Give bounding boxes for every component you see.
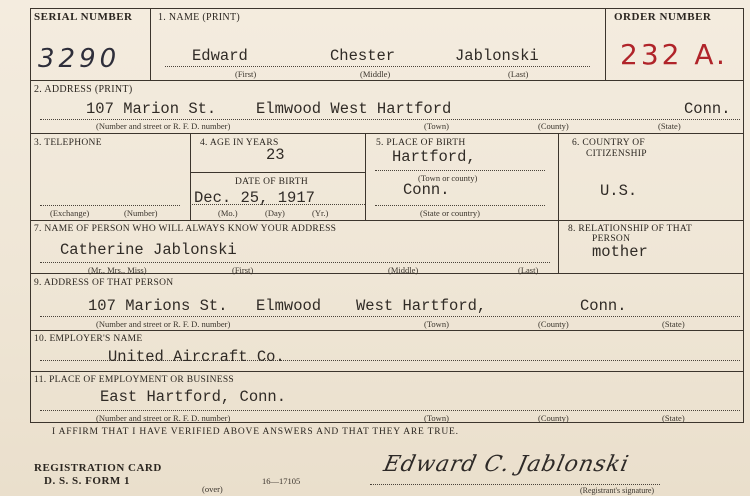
contact-address-street-caption: (Number and street or R. F. D. number): [96, 319, 231, 329]
contact-address-town-caption: (Town): [424, 319, 449, 329]
employment-county-caption: (County): [538, 413, 569, 423]
dots-telephone: [40, 205, 180, 206]
address-street: 107 Marion St.: [86, 100, 217, 118]
birthplace-label: 5. PLACE OF BIRTH: [376, 138, 466, 148]
rule-left: [30, 8, 31, 422]
order-number-value: 232 A.: [620, 38, 728, 71]
telephone-label: 3. TELEPHONE: [34, 138, 102, 148]
over-note: (over): [202, 484, 223, 494]
contact-name: Catherine Jablonski: [60, 241, 237, 259]
serial-number-value: 3290: [38, 44, 121, 74]
birthplace-town: Hartford,: [392, 148, 476, 166]
employer-label: 10. EMPLOYER'S NAME: [34, 334, 143, 344]
rule-row5: [30, 330, 744, 331]
contact-address-state: Conn.: [580, 297, 627, 315]
rule-row6: [30, 371, 744, 372]
birthplace-state-caption: (State or country): [420, 208, 480, 218]
relationship-value: mother: [592, 243, 648, 261]
address-town-caption: (Town): [424, 121, 449, 131]
contact-address-county-caption: (County): [538, 319, 569, 329]
rule-row2: [30, 133, 744, 134]
dots-address: [40, 119, 740, 120]
age-label: 4. AGE IN YEARS: [200, 138, 279, 148]
address-street-caption: (Number and street or R. F. D. number): [96, 121, 231, 131]
last-name: Jablonski: [455, 47, 539, 65]
address-state: Conn.: [684, 100, 731, 118]
first-caption: (First): [235, 69, 257, 79]
contact-address-street: 107 Marions St.: [88, 297, 228, 315]
rule-order-divider: [605, 8, 606, 80]
number-caption: (Number): [124, 208, 158, 218]
employment-place-label: 11. PLACE OF EMPLOYMENT OR BUSINESS: [34, 375, 234, 385]
rule-top: [30, 8, 744, 9]
birthplace-town-caption: (Town or county): [418, 173, 478, 183]
contact-address-label: 9. ADDRESS OF THAT PERSON: [34, 278, 174, 288]
address-state-caption: (State): [658, 121, 681, 131]
employer-value: United Aircraft Co.: [108, 348, 285, 366]
employment-place-value: East Hartford, Conn.: [100, 388, 287, 406]
dob-month-caption: (Mo.): [218, 208, 238, 218]
card-title: REGISTRATION CARD: [34, 462, 162, 474]
middle-name: Chester: [330, 47, 396, 65]
address-town: Elmwood West Hartford: [256, 100, 452, 118]
address-label: 2. ADDRESS (PRINT): [34, 84, 133, 95]
middle-caption: (Middle): [360, 69, 391, 79]
dots-signature: [370, 484, 660, 485]
contact-address-town2: West Hartford,: [356, 297, 487, 315]
citizenship-label-line2: CITIZENSHIP: [586, 149, 647, 159]
dob-value: Dec. 25, 1917: [194, 189, 315, 207]
last-caption: (Last): [508, 69, 529, 79]
contact-last-caption: (Last): [518, 265, 539, 275]
dots-employment: [40, 410, 740, 411]
citizenship-label-line1: 6. COUNTRY OF: [572, 138, 645, 148]
first-name: Edward: [192, 47, 248, 65]
rule-serial-divider: [150, 8, 151, 80]
birthplace-state: Conn.: [403, 181, 450, 199]
rule-relationship-top: [558, 220, 744, 221]
contact-address-town1: Elmwood: [256, 297, 322, 315]
relationship-label-line2: PERSON: [592, 234, 631, 244]
dob-label: DATE OF BIRTH: [235, 177, 308, 187]
form-number: D. S. S. FORM 1: [44, 475, 131, 487]
rule-row1: [30, 80, 744, 81]
dots-birth-town: [375, 170, 545, 171]
employment-state-caption: (State): [662, 413, 685, 423]
dots-contact: [40, 262, 550, 263]
contact-middle-caption: (Middle): [388, 265, 419, 275]
contact-title-caption: (Mr., Mrs., Miss): [88, 265, 147, 275]
rule-right: [743, 8, 744, 422]
rule-tel-divider: [190, 133, 191, 220]
dob-year-caption: (Yr.): [312, 208, 329, 218]
signature-caption: (Registrant's signature): [580, 486, 655, 495]
print-code: 16—17105: [262, 476, 301, 486]
dots-birth-state: [375, 205, 545, 206]
employment-town-caption: (Town): [424, 413, 449, 423]
dots-contact-address: [40, 316, 740, 317]
contact-address-state-caption: (State): [662, 319, 685, 329]
rule-age-divider: [365, 133, 366, 220]
registrant-signature: Edward C. Jablonski: [381, 452, 632, 477]
relationship-label-line1: 8. RELATIONSHIP OF THAT: [568, 224, 693, 234]
age-value: 23: [266, 146, 285, 164]
employment-street-caption: (Number and street or R. F. D. number): [96, 413, 231, 423]
contact-first-caption: (First): [232, 265, 254, 275]
dots-name: [165, 66, 590, 67]
contact-label: 7. NAME OF PERSON WHO WILL ALWAYS KNOW YOUR ADDRESS: [34, 224, 337, 234]
rule-age-dob: [190, 172, 366, 173]
serial-number-label: SERIAL NUMBER: [34, 11, 133, 23]
dob-day-caption: (Day): [265, 208, 285, 218]
exchange-caption: (Exchange): [50, 208, 90, 218]
affirmation-text: I AFFIRM THAT I HAVE VERIFIED ABOVE ANSWERS AND THAT THEY ARE TRUE.: [52, 427, 459, 437]
name-label: 1. NAME (PRINT): [158, 12, 240, 23]
address-county-caption: (County): [538, 121, 569, 131]
order-number-label: ORDER NUMBER: [614, 11, 712, 23]
citizenship-value: U.S.: [600, 182, 638, 200]
rule-birth-divider: [558, 133, 559, 273]
